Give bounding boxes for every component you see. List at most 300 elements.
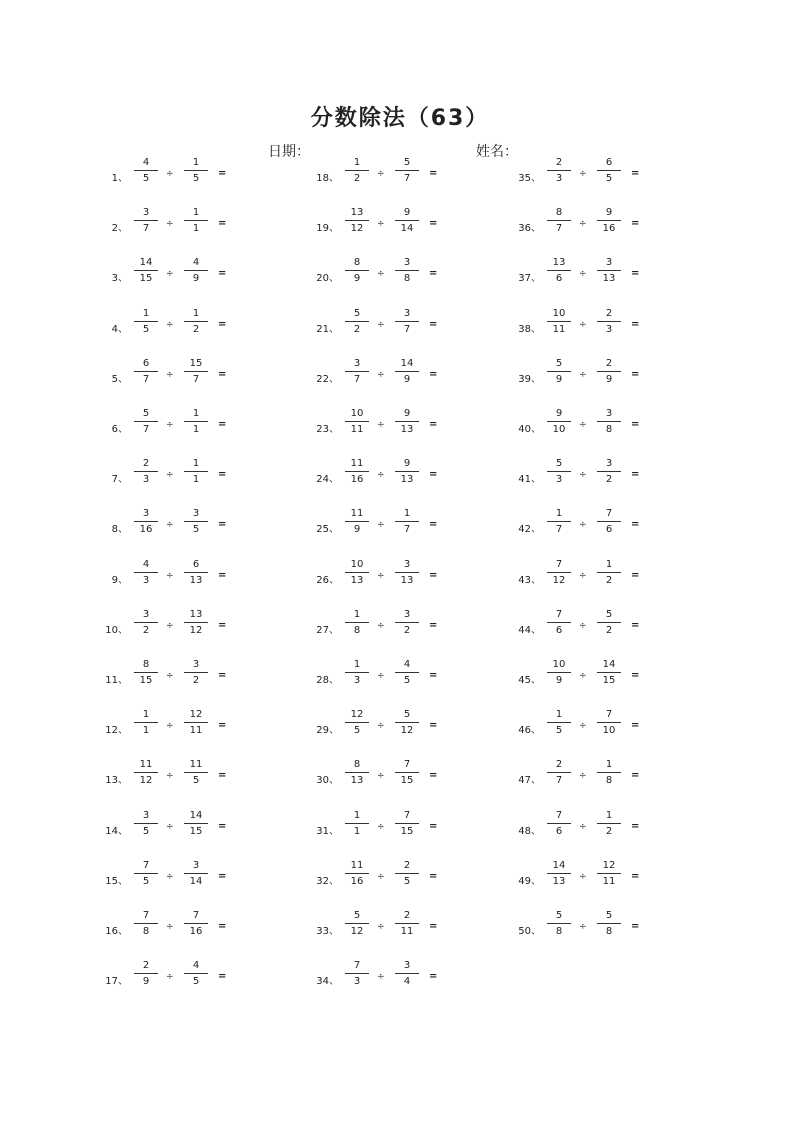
divisor-fraction: [395, 458, 419, 486]
problem-item: [513, 752, 733, 802]
fraction-bar: [345, 772, 369, 773]
equals-sign: =: [218, 619, 227, 631]
denominator: 1: [142, 725, 150, 737]
dividend-fraction: [345, 810, 369, 838]
divide-sign: ÷: [377, 871, 385, 882]
equals-sign: =: [429, 921, 438, 932]
numerator: 5: [142, 408, 150, 419]
numerator: 12: [189, 709, 203, 721]
problem-item: [311, 803, 531, 853]
numerator: 3: [403, 307, 411, 319]
numerator: 7: [555, 558, 563, 570]
fraction-bar: [345, 170, 369, 171]
numerator: 8: [353, 759, 361, 771]
denominator: 8: [403, 273, 411, 285]
numerator: 1: [353, 157, 361, 168]
fraction-bar: [184, 622, 208, 623]
denominator: 15: [139, 675, 153, 686]
divisor-fraction: [184, 207, 208, 235]
numerator: 4: [403, 659, 411, 670]
problem-number: 12、: [105, 725, 128, 737]
divisor-fraction: [597, 709, 621, 737]
numerator: 14: [189, 809, 203, 821]
numerator: 5: [403, 709, 411, 721]
divide-sign: ÷: [579, 671, 587, 681]
numerator: 9: [605, 207, 613, 219]
divide-sign: ÷: [166, 671, 174, 681]
fraction-bar: [184, 471, 208, 472]
denominator: 5: [605, 173, 613, 184]
denominator: 6: [555, 825, 563, 837]
fraction-bar: [345, 722, 369, 723]
denominator: 7: [403, 524, 411, 536]
fraction-bar: [184, 572, 208, 573]
problem-number: 28、: [316, 675, 339, 686]
numerator: 13: [350, 207, 364, 219]
fraction-bar: [345, 873, 369, 874]
problem-number: 16、: [105, 926, 128, 937]
fraction-bar: [395, 622, 419, 623]
dividend-fraction: [345, 458, 369, 486]
problem-item: [100, 652, 320, 702]
denominator: 9: [353, 524, 361, 536]
dividend-fraction: [134, 609, 158, 637]
fraction-bar: [345, 973, 369, 974]
equals-sign: =: [218, 670, 227, 681]
dividend-fraction: [345, 860, 369, 888]
problem-number: 4、: [111, 323, 128, 335]
numerator: 1: [605, 558, 613, 570]
fraction-bar: [597, 572, 621, 573]
problem-item: [100, 250, 320, 300]
fraction-bar: [184, 873, 208, 874]
numerator: 1: [192, 458, 200, 470]
fraction-bar: [597, 270, 621, 271]
problem-number: 5、: [111, 373, 128, 385]
problem-number: 9、: [111, 574, 128, 586]
fraction-bar: [547, 772, 571, 773]
fraction-bar: [184, 672, 208, 673]
divide-sign: ÷: [377, 420, 385, 430]
fraction-bar: [395, 672, 419, 673]
divisor-fraction: [395, 508, 419, 536]
fraction-bar: [395, 923, 419, 924]
equals-sign: =: [218, 820, 227, 832]
equals-sign: =: [631, 619, 640, 631]
dividend-fraction: [134, 257, 158, 285]
numerator: 7: [403, 759, 411, 771]
dividend-fraction: [134, 860, 158, 888]
numerator: 3: [605, 408, 613, 419]
fraction-bar: [345, 421, 369, 422]
problem-number: 47、: [518, 775, 541, 787]
equals-sign: =: [218, 318, 227, 330]
dividend-fraction: [345, 358, 369, 386]
problem-item: [513, 401, 733, 451]
denominator: 2: [403, 624, 411, 636]
numerator: 5: [555, 357, 563, 369]
numerator: 11: [139, 759, 153, 771]
fraction-bar: [547, 622, 571, 623]
equals-sign: =: [218, 569, 227, 581]
divisor-fraction: [184, 659, 208, 687]
fraction-bar: [547, 823, 571, 824]
divisor-fraction: [184, 609, 208, 637]
denominator: 15: [602, 675, 616, 686]
problem-item: [311, 501, 531, 551]
divide-sign: ÷: [579, 520, 587, 531]
fraction-bar: [184, 321, 208, 322]
problem-number: 20、: [316, 273, 339, 285]
denominator: 6: [605, 524, 613, 536]
divisor-fraction: [395, 609, 419, 637]
worksheet-title: 分数除法（63）: [310, 106, 490, 131]
equals-sign: =: [218, 870, 227, 882]
problem-item: [100, 301, 320, 351]
problem-item: [311, 200, 531, 250]
numerator: 2: [555, 759, 563, 771]
dividend-fraction: [345, 408, 369, 436]
divisor-fraction: [395, 157, 419, 185]
numerator: 6: [192, 558, 200, 570]
problem-item: [513, 501, 733, 551]
equals-sign: =: [631, 168, 640, 179]
dividend-fraction: [547, 358, 571, 386]
numerator: 7: [605, 508, 613, 520]
fraction-bar: [395, 170, 419, 171]
divisor-fraction: [184, 257, 208, 285]
numerator: 3: [403, 558, 411, 570]
denominator: 13: [602, 273, 616, 285]
divide-sign: ÷: [377, 721, 385, 732]
denominator: 13: [400, 424, 414, 435]
numerator: 12: [350, 709, 364, 721]
numerator: 7: [555, 608, 563, 620]
problem-number: 32、: [316, 875, 339, 887]
numerator: 1: [192, 207, 200, 219]
denominator: 7: [353, 373, 361, 385]
equals-sign: =: [631, 820, 640, 832]
fraction-bar: [134, 622, 158, 623]
problem-number: 6、: [111, 424, 128, 435]
fraction-bar: [395, 772, 419, 773]
date-label: 日期：: [268, 144, 310, 160]
dividend-fraction: [345, 508, 369, 536]
dividend-fraction: [547, 458, 571, 486]
problem-item: [311, 702, 531, 752]
numerator: 8: [353, 257, 361, 269]
equals-sign: =: [218, 770, 227, 782]
numerator: 5: [353, 910, 361, 921]
denominator: 14: [400, 223, 414, 235]
denominator: 9: [605, 373, 613, 385]
fraction-bar: [547, 923, 571, 924]
equals-sign: =: [429, 971, 438, 983]
problem-number: 26、: [316, 574, 339, 586]
divide-sign: ÷: [377, 821, 385, 832]
problem-item: [100, 853, 320, 903]
denominator: 4: [403, 976, 411, 988]
numerator: 10: [350, 558, 364, 570]
denominator: 7: [403, 323, 411, 335]
divisor-fraction: [395, 960, 419, 988]
numerator: 2: [403, 859, 411, 871]
fraction-bar: [547, 270, 571, 271]
numerator: 1: [605, 809, 613, 821]
problem-number: 13、: [105, 775, 128, 787]
denominator: 7: [142, 424, 150, 435]
divide-sign: ÷: [166, 972, 174, 983]
equals-sign: =: [631, 670, 640, 681]
fraction-bar: [547, 321, 571, 322]
denominator: 5: [555, 725, 563, 737]
denominator: 2: [353, 323, 361, 335]
problem-number: 46、: [518, 725, 541, 737]
denominator: 7: [555, 524, 563, 536]
problem-number: 8、: [111, 524, 128, 536]
equals-sign: =: [631, 569, 640, 581]
numerator: 1: [403, 508, 411, 520]
divisor-fraction: [597, 559, 621, 587]
divide-sign: ÷: [377, 771, 385, 782]
fraction-bar: [184, 371, 208, 372]
equals-sign: =: [631, 218, 640, 230]
problem-item: [100, 451, 320, 501]
denominator: 9: [555, 373, 563, 385]
numerator: 14: [602, 659, 616, 670]
denominator: 3: [555, 173, 563, 184]
numerator: 6: [142, 357, 150, 369]
denominator: 11: [350, 424, 364, 435]
dividend-fraction: [547, 207, 571, 235]
problem-number: 19、: [316, 223, 339, 235]
fraction-bar: [547, 371, 571, 372]
numerator: 1: [555, 508, 563, 520]
numerator: 14: [552, 859, 566, 871]
divide-sign: ÷: [377, 219, 385, 230]
equals-sign: =: [429, 218, 438, 230]
fraction-bar: [184, 823, 208, 824]
fraction-bar: [395, 471, 419, 472]
equals-sign: =: [429, 168, 438, 179]
problem-item: [513, 451, 733, 501]
fraction-bar: [597, 772, 621, 773]
divide-sign: ÷: [579, 369, 587, 380]
denominator: 5: [192, 173, 200, 184]
denominator: 13: [350, 775, 364, 787]
denominator: 13: [189, 574, 203, 586]
problem-number: 37、: [518, 273, 541, 285]
numerator: 12: [602, 859, 616, 871]
problem-item: [311, 602, 531, 652]
numerator: 9: [555, 408, 563, 419]
numerator: 1: [353, 659, 361, 670]
divide-sign: ÷: [377, 369, 385, 380]
numerator: 14: [139, 257, 153, 269]
dividend-fraction: [547, 709, 571, 737]
numerator: 1: [192, 157, 200, 168]
divide-sign: ÷: [166, 721, 174, 732]
problem-item: [311, 150, 531, 200]
dividend-fraction: [134, 910, 158, 938]
dividend-fraction: [547, 860, 571, 888]
divisor-fraction: [395, 810, 419, 838]
denominator: 5: [403, 875, 411, 887]
dividend-fraction: [134, 759, 158, 787]
fraction-bar: [184, 973, 208, 974]
denominator: 13: [552, 875, 566, 887]
numerator: 4: [142, 558, 150, 570]
denominator: 16: [602, 223, 616, 235]
fraction-bar: [184, 772, 208, 773]
equals-sign: =: [631, 469, 640, 481]
divide-sign: ÷: [579, 269, 587, 280]
equals-sign: =: [429, 770, 438, 782]
divide-sign: ÷: [166, 470, 174, 481]
problem-number: 27、: [316, 624, 339, 636]
divisor-fraction: [395, 910, 419, 938]
denominator: 12: [139, 775, 153, 787]
divisor-fraction: [597, 358, 621, 386]
divide-sign: ÷: [166, 319, 174, 330]
numerator: 1: [142, 307, 150, 319]
divide-sign: ÷: [579, 821, 587, 832]
divisor-fraction: [395, 759, 419, 787]
problem-item: [100, 752, 320, 802]
divide-sign: ÷: [166, 420, 174, 430]
dividend-fraction: [345, 659, 369, 687]
fraction-bar: [184, 722, 208, 723]
problem-number: 42、: [518, 524, 541, 536]
equals-sign: =: [631, 519, 640, 531]
dividend-fraction: [547, 559, 571, 587]
dividend-fraction: [547, 609, 571, 637]
fraction-bar: [134, 873, 158, 874]
problem-number: 33、: [316, 926, 339, 937]
problem-item: [100, 803, 320, 853]
divide-sign: ÷: [579, 771, 587, 782]
divisor-fraction: [597, 759, 621, 787]
dividend-fraction: [134, 508, 158, 536]
dividend-fraction: [547, 659, 571, 687]
denominator: 6: [555, 273, 563, 285]
equals-sign: =: [429, 268, 438, 280]
problem-number: 21、: [316, 323, 339, 335]
fraction-bar: [395, 270, 419, 271]
dividend-fraction: [134, 308, 158, 336]
problem-number: 15、: [105, 875, 128, 887]
numerator: 4: [192, 257, 200, 269]
dividend-fraction: [134, 207, 158, 235]
denominator: 5: [192, 976, 200, 988]
problem-item: [311, 301, 531, 351]
dividend-fraction: [345, 960, 369, 988]
fraction-bar: [345, 823, 369, 824]
denominator: 15: [400, 825, 414, 837]
dividend-fraction: [345, 709, 369, 737]
dividend-fraction: [345, 559, 369, 587]
denominator: 3: [605, 323, 613, 335]
fraction-bar: [395, 722, 419, 723]
numerator: 7: [353, 960, 361, 972]
problem-item: [513, 200, 733, 250]
denominator: 1: [192, 474, 200, 486]
dividend-fraction: [547, 508, 571, 536]
fraction-bar: [345, 622, 369, 623]
divide-sign: ÷: [377, 972, 385, 983]
denominator: 11: [602, 875, 616, 887]
equals-sign: =: [218, 469, 227, 481]
divisor-fraction: [395, 207, 419, 235]
divide-sign: ÷: [166, 570, 174, 581]
denominator: 7: [555, 775, 563, 787]
equals-sign: =: [429, 870, 438, 882]
numerator: 3: [403, 257, 411, 269]
problem-number: 39、: [518, 373, 541, 385]
numerator: 2: [403, 910, 411, 921]
fraction-bar: [184, 170, 208, 171]
denominator: 16: [139, 524, 153, 536]
dividend-fraction: [345, 759, 369, 787]
denominator: 8: [605, 926, 613, 937]
dividend-fraction: [134, 559, 158, 587]
denominator: 7: [192, 373, 200, 385]
problem-number: 7、: [111, 474, 128, 486]
denominator: 8: [555, 926, 563, 937]
divide-sign: ÷: [579, 169, 587, 179]
numerator: 1: [142, 709, 150, 721]
denominator: 15: [139, 273, 153, 285]
equals-sign: =: [218, 519, 227, 531]
fraction-bar: [395, 371, 419, 372]
divisor-fraction: [395, 408, 419, 436]
numerator: 2: [605, 307, 613, 319]
problem-number: 43、: [518, 574, 541, 586]
fraction-bar: [597, 471, 621, 472]
problem-number: 38、: [518, 323, 541, 335]
denominator: 8: [605, 775, 613, 787]
divisor-fraction: [395, 659, 419, 687]
numerator: 3: [192, 508, 200, 520]
dividend-fraction: [547, 759, 571, 787]
problem-item: [513, 602, 733, 652]
divide-sign: ÷: [166, 922, 174, 932]
equals-sign: =: [218, 971, 227, 983]
fraction-bar: [547, 572, 571, 573]
problem-number: 11、: [105, 675, 128, 686]
equals-sign: =: [429, 619, 438, 631]
denominator: 5: [142, 875, 150, 887]
divide-sign: ÷: [579, 871, 587, 882]
fraction-bar: [395, 321, 419, 322]
problem-item: [513, 903, 733, 953]
numerator: 1: [605, 759, 613, 771]
problem-item: [311, 652, 531, 702]
denominator: 9: [192, 273, 200, 285]
divisor-fraction: [184, 860, 208, 888]
fraction-bar: [547, 220, 571, 221]
problem-item: [100, 702, 320, 752]
fraction-bar: [184, 923, 208, 924]
denominator: 12: [350, 926, 364, 937]
fraction-bar: [134, 220, 158, 221]
denominator: 11: [400, 926, 414, 937]
equals-sign: =: [631, 770, 640, 782]
denominator: 9: [142, 976, 150, 988]
dividend-fraction: [345, 257, 369, 285]
dividend-fraction: [134, 458, 158, 486]
problem-item: [311, 953, 531, 1003]
